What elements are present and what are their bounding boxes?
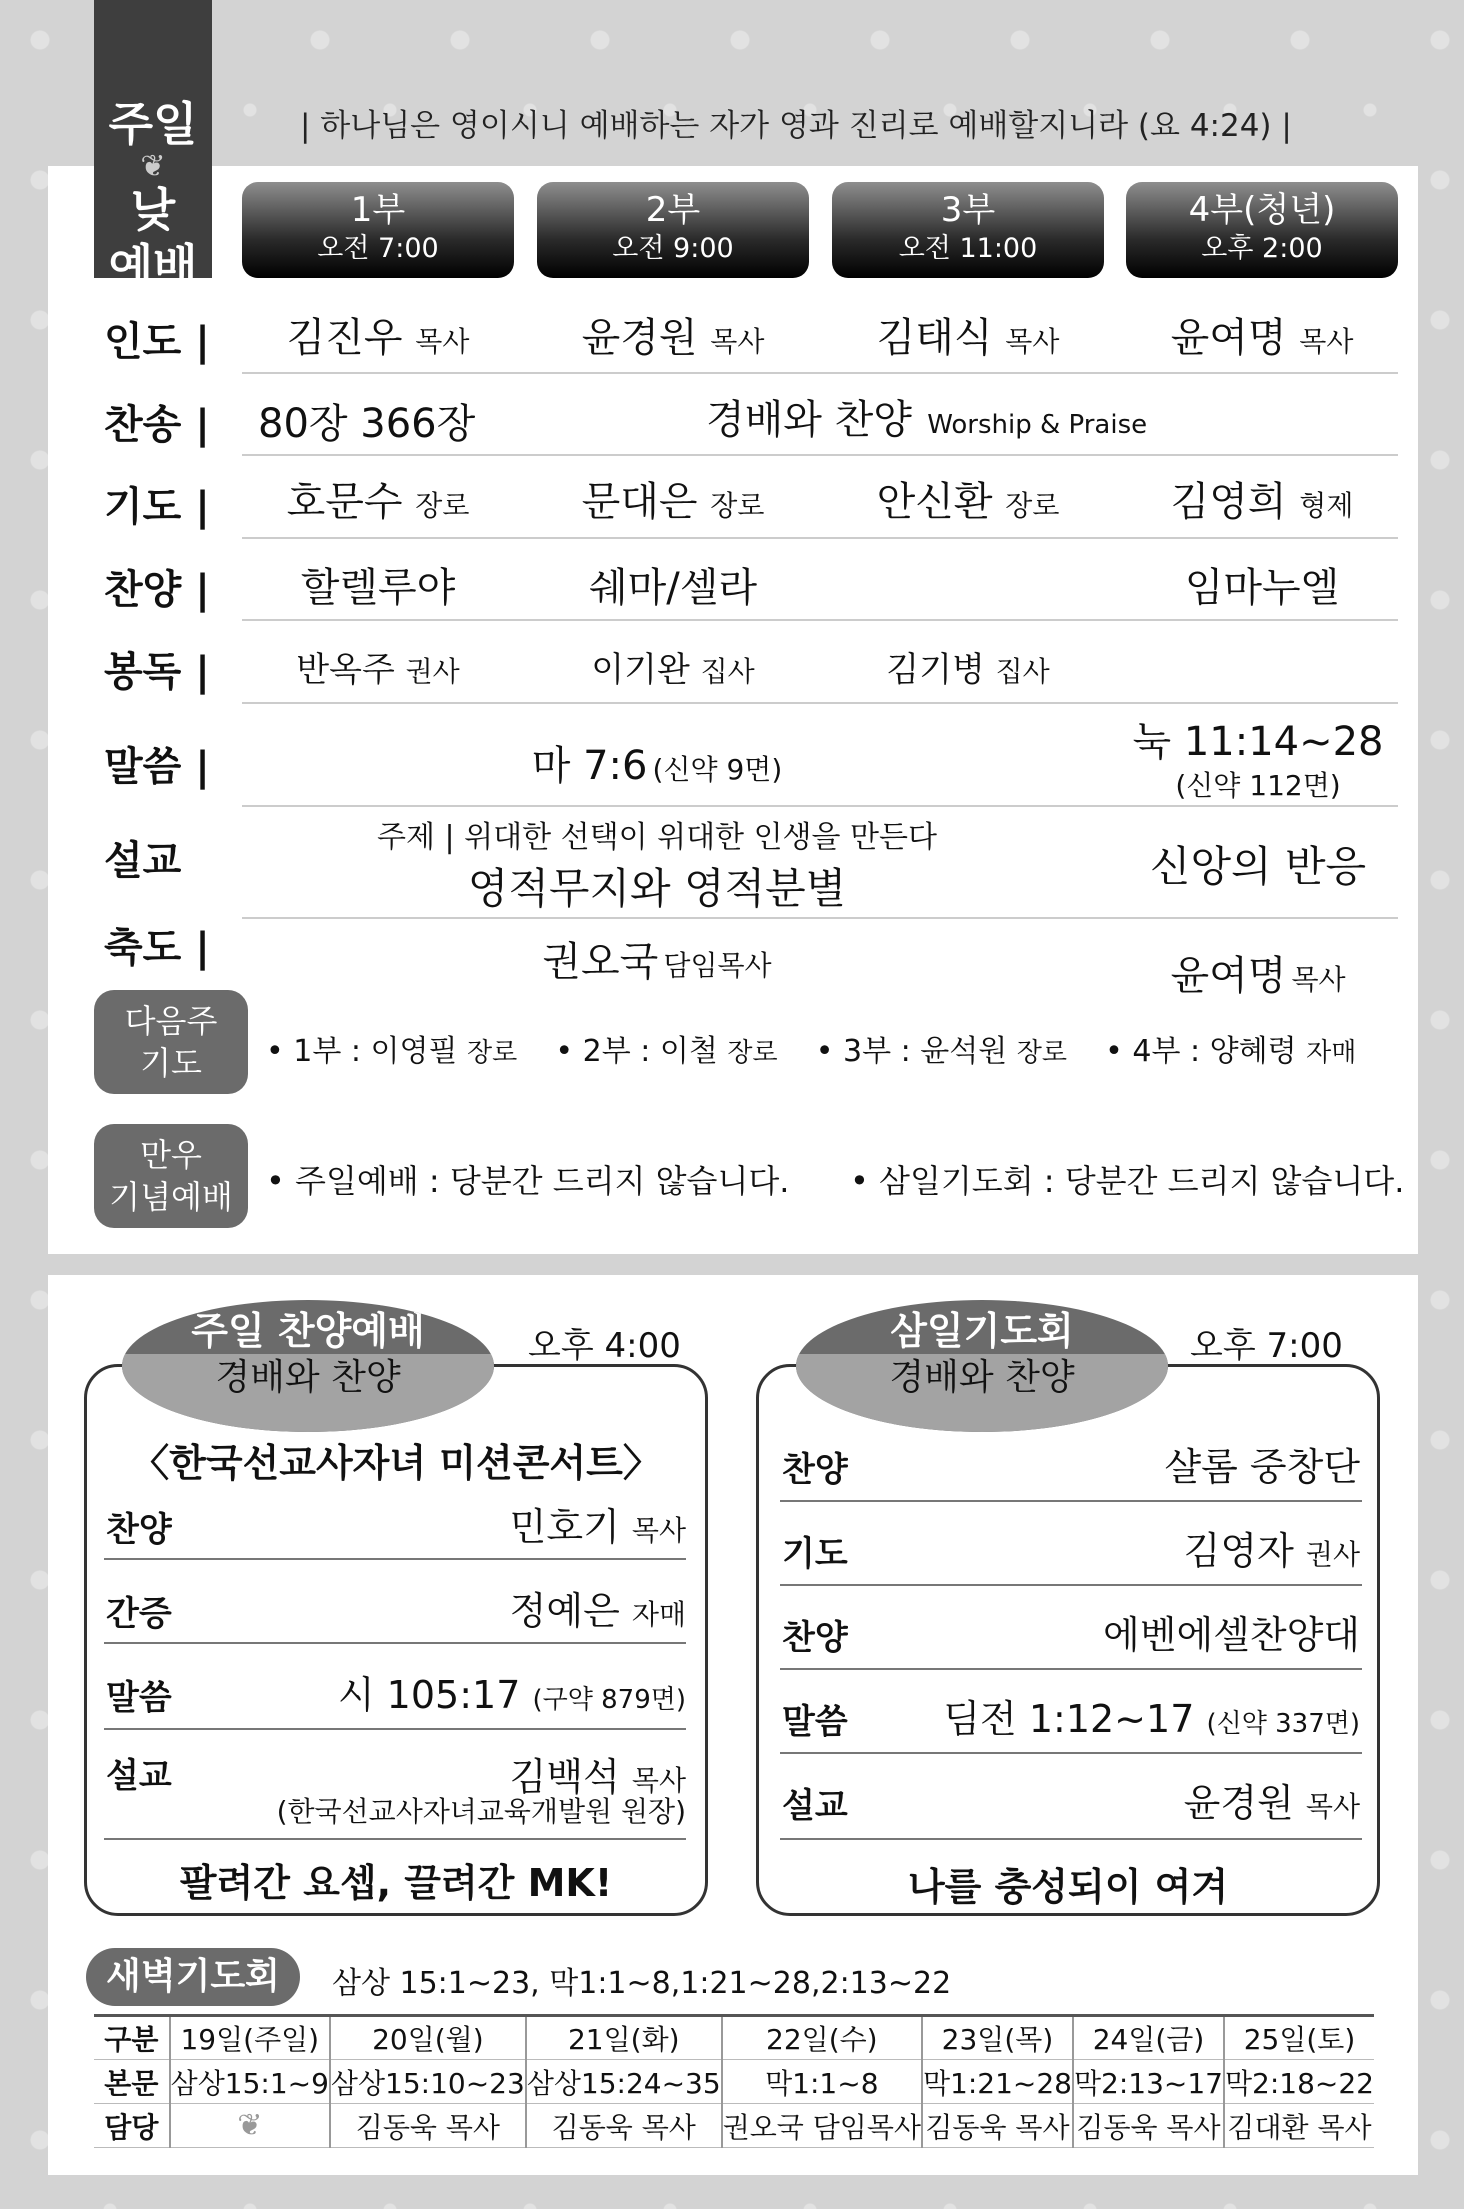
person-role: 목사 xyxy=(1005,325,1060,358)
person-role: 권사 xyxy=(1305,1538,1360,1571)
row-divider xyxy=(242,917,1398,919)
dawn-schedule-table xyxy=(94,2014,1374,2148)
row-divider xyxy=(242,619,1398,621)
row-divider xyxy=(242,454,1398,456)
person-name: 김진우 xyxy=(286,315,403,361)
hymn-center xyxy=(706,388,1147,445)
row-label-praise: 찬양 | xyxy=(104,567,210,613)
tab-title-1: 주일 xyxy=(108,97,198,151)
worship-title-en: Worship & Praise xyxy=(927,410,1148,440)
part-label: • 4부 : xyxy=(1105,1034,1210,1069)
person-name: 윤여명 xyxy=(1170,953,1287,999)
table-cell: 24일(금) xyxy=(1073,2016,1224,2060)
hymn-numbers: 80장 366장 xyxy=(258,401,476,447)
row-label-hymn: 찬송 | xyxy=(104,402,210,448)
person-name: 호문수 xyxy=(286,479,403,525)
tab-title-2: 낮 xyxy=(130,183,176,237)
person-name: 김태식 xyxy=(876,315,993,361)
row-label: 간증 xyxy=(106,1594,172,1634)
reading-cell-1 xyxy=(242,642,514,691)
person-role: 자매 xyxy=(1306,1038,1357,1068)
wednesday-subtitle: 경배와 찬양 xyxy=(796,1354,1168,1432)
group-name: 샬롬 중창단 xyxy=(1164,1445,1360,1489)
next-prayer-item xyxy=(555,1034,777,1069)
service-time: 오전 9:00 xyxy=(612,233,734,264)
row-label-sermon: 설교 xyxy=(104,838,182,884)
table-cell: 담당 xyxy=(104,2110,159,2144)
reading-cell-2 xyxy=(537,642,809,691)
table-row-text xyxy=(94,2060,1374,2104)
row-divider xyxy=(104,1642,686,1644)
wednesday-title: 삼일기도회 xyxy=(890,1309,1074,1353)
row-divider xyxy=(104,1838,686,1840)
person-name: 김백석 xyxy=(509,1755,620,1799)
sunday-praise-time: 오후 4:00 xyxy=(528,1326,681,1366)
table-cell: 삼상15:10~23 xyxy=(330,2060,526,2104)
lead-cell-1 xyxy=(242,306,514,363)
row-divider xyxy=(780,1838,1362,1840)
prayer-cell-4 xyxy=(1126,470,1398,527)
row-value xyxy=(960,1604,1360,1659)
person-role: 집사 xyxy=(995,655,1050,688)
person-name: 김영희 xyxy=(1170,479,1287,525)
table-cell: 22일(수) xyxy=(722,2016,922,2060)
person-role: 목사 xyxy=(631,1514,686,1547)
group-name: 에벤에셀찬양대 xyxy=(1103,1613,1360,1657)
word-youth-page: (신약 112면) xyxy=(1175,769,1341,802)
row-value xyxy=(960,1520,1360,1575)
pill-line: 기도 xyxy=(140,1044,202,1082)
service-name: 3부 xyxy=(940,190,996,230)
scripture-page: (신약 337면) xyxy=(1206,1709,1360,1739)
table-cell: 김동욱 목사 xyxy=(922,2104,1073,2148)
table-cell xyxy=(170,2104,330,2148)
row-divider xyxy=(242,372,1398,374)
row-divider xyxy=(104,1728,686,1730)
next-prayer-item xyxy=(816,1034,1067,1069)
leaf-icon: ❦ xyxy=(140,149,166,184)
row-label-lead: 인도 | xyxy=(104,319,210,365)
row-label: 말씀 xyxy=(106,1678,172,1718)
row-value xyxy=(960,1772,1360,1827)
sunday-praise-event: 〈한국선교사자녀 미션콘서트〉 xyxy=(131,1441,661,1485)
sunday-praise-subtitle: 경배와 찬양 xyxy=(122,1354,494,1432)
row-value xyxy=(300,1580,686,1635)
person-name: 윤경원 xyxy=(1183,1781,1294,1825)
person-role: 권사 xyxy=(405,655,460,688)
service-time: 오전 11:00 xyxy=(898,233,1038,264)
service-name: 4부(청년) xyxy=(1188,190,1336,230)
person-name: 김기병 xyxy=(886,650,985,690)
prayer-cell-1 xyxy=(242,470,514,527)
reading-cell-3 xyxy=(832,642,1104,691)
table-cell: 김동욱 목사 xyxy=(330,2104,526,2148)
row-divider xyxy=(242,702,1398,704)
service-header-2 xyxy=(537,182,809,278)
row-value xyxy=(900,1688,1360,1743)
table-cell: 구분 xyxy=(104,2023,159,2056)
person-role: 담임목사 xyxy=(663,949,772,982)
person-role: 목사 xyxy=(415,325,470,358)
table-cell: 김대환 목사 xyxy=(1224,2104,1374,2148)
scripture-page: (구약 879면) xyxy=(532,1685,686,1715)
praise-cell-2: 쉐마/셀라 xyxy=(588,565,758,611)
sunday-praise-sermon-title: 팔려간 요셉, 끌려간 MK! xyxy=(179,1861,613,1905)
service-time: 오전 7:00 xyxy=(317,233,439,264)
blessing-main xyxy=(242,930,1072,987)
table-cell: 20일(월) xyxy=(330,2016,526,2060)
table-row-leader xyxy=(94,2104,1374,2148)
leaf-icon: ❦ xyxy=(237,2108,263,2143)
person-role: 집사 xyxy=(700,655,755,688)
lead-cell-3 xyxy=(832,306,1104,363)
person-name: 정예은 xyxy=(509,1589,620,1633)
row-divider xyxy=(780,1752,1362,1754)
row-value xyxy=(300,1496,686,1551)
service-name: 1부 xyxy=(350,190,406,230)
scripture-verse: | 하나님은 영이시니 예배하는 자가 영과 진리로 예배할지니라 (요 4:24) | xyxy=(300,108,1292,144)
dawn-prayer-passage: 삼상 15:1~23, 막1:1~8,1:21~28,2:13~22 xyxy=(332,1966,952,2001)
table-cell: 23일(목) xyxy=(922,2016,1073,2060)
table-cell: 19일(주일) xyxy=(170,2016,330,2060)
table-cell: 김동욱 목사 xyxy=(526,2104,722,2148)
person-role: 목사 xyxy=(1299,325,1354,358)
person-name: 윤경원 xyxy=(581,315,698,361)
person-name: 이기완 xyxy=(591,650,690,690)
row-value xyxy=(960,1436,1360,1491)
row-divider xyxy=(780,1584,1362,1586)
scripture-ref: 마 7:6 xyxy=(531,743,648,789)
person-name: 문대은 xyxy=(581,479,698,525)
person-role: 장로 xyxy=(710,489,765,522)
prayer-cell-2 xyxy=(537,470,809,527)
table-cell: 25일(토) xyxy=(1224,2016,1374,2060)
blessing-youth xyxy=(1108,944,1408,1001)
person-name: 민호기 xyxy=(509,1505,620,1549)
row-divider xyxy=(780,1668,1362,1670)
service-time: 오후 2:00 xyxy=(1201,233,1323,264)
wednesday-sermon-title: 나를 충성되이 여겨 xyxy=(907,1865,1229,1909)
person-role: 목사 xyxy=(1291,963,1346,996)
sunday-praise-oval xyxy=(122,1300,494,1432)
person-name: 윤석원 xyxy=(920,1034,1008,1069)
part-label: • 3부 : xyxy=(815,1034,921,1069)
person-name: 안신환 xyxy=(876,479,993,525)
next-prayer-item xyxy=(266,1034,517,1069)
table-cell: 권오국 담임목사 xyxy=(722,2104,922,2148)
lead-cell-2 xyxy=(537,306,809,363)
pill-line: 기념예배 xyxy=(109,1178,233,1216)
row-label-reading: 봉독 | xyxy=(104,649,210,695)
person-role: 목사 xyxy=(1305,1790,1360,1823)
memorial-item-2: • 삼일기도회 : 당분간 드리지 않습니다. xyxy=(850,1162,1405,1200)
part-label: • 1부 : xyxy=(266,1034,371,1069)
person-name: 양혜령 xyxy=(1209,1034,1297,1069)
person-role: 자매 xyxy=(631,1598,686,1631)
person-name: 권오국 xyxy=(542,939,659,985)
person-name: 윤여명 xyxy=(1170,315,1287,361)
person-name: 이철 xyxy=(659,1034,718,1069)
sunday-morning-tab xyxy=(94,0,212,293)
scripture-page: (신약 9면) xyxy=(652,753,783,786)
row-label: 찬양 xyxy=(782,1618,848,1658)
person-role: 목사 xyxy=(710,325,765,358)
service-header-1 xyxy=(242,182,514,278)
row-label: 말씀 xyxy=(782,1702,848,1742)
person-role: 형제 xyxy=(1299,489,1354,522)
service-header-4 xyxy=(1126,182,1398,278)
row-divider xyxy=(104,1558,686,1560)
row-label-word: 말씀 | xyxy=(104,744,210,790)
service-name: 2부 xyxy=(645,190,701,230)
wednesday-time: 오후 7:00 xyxy=(1190,1326,1343,1366)
person-role: 목사 xyxy=(631,1764,686,1797)
row-value xyxy=(300,1664,686,1719)
sermon-youth-title: 신앙의 반응 xyxy=(1149,842,1367,891)
pill-line: 다음주 xyxy=(124,1002,218,1040)
person-role: 장로 xyxy=(1016,1038,1067,1068)
table-cell: 막2:18~22 xyxy=(1224,2060,1374,2104)
row-label: 설교 xyxy=(782,1786,848,1826)
person-name: 이영필 xyxy=(370,1034,458,1069)
word-main xyxy=(242,734,1072,791)
scripture-ref: 딤전 1:12~17 xyxy=(943,1697,1195,1741)
dawn-prayer-label: 새벽기도회 xyxy=(86,1948,300,2006)
lead-cell-4 xyxy=(1126,306,1398,363)
table-cell: 삼상15:1~9 xyxy=(170,2060,330,2104)
person-name: 반옥주 xyxy=(296,650,395,690)
praise-cell-1: 할렐루야 xyxy=(300,565,456,611)
row-label-blessing: 축도 | xyxy=(104,925,210,971)
table-cell: 21일(화) xyxy=(526,2016,722,2060)
row-divider xyxy=(242,537,1398,539)
memorial-item-1: • 주일예배 : 당분간 드리지 않습니다. xyxy=(266,1162,790,1200)
table-cell: 막1:1~8 xyxy=(722,2060,922,2104)
next-prayer-list xyxy=(266,1026,1356,1070)
praise-cell-4: 임마누엘 xyxy=(1184,565,1340,611)
row-divider xyxy=(780,1500,1362,1502)
next-prayer-label xyxy=(94,990,248,1094)
prayer-cell-3 xyxy=(832,470,1104,527)
table-cell: 본문 xyxy=(104,2066,159,2100)
table-cell: 막1:21~28 xyxy=(922,2060,1073,2104)
wednesday-oval xyxy=(796,1300,1168,1432)
sermon-title: 영적무지와 영적분별 xyxy=(467,864,847,913)
sermon-theme: 주제 | 위대한 선택이 위대한 인생을 만든다 xyxy=(377,820,937,855)
service-header-3 xyxy=(832,182,1104,278)
row-divider xyxy=(242,805,1398,807)
person-name: 김영자 xyxy=(1183,1529,1294,1573)
sunday-praise-title: 주일 찬양예배 xyxy=(191,1309,425,1353)
word-youth: 눅 11:14~28 xyxy=(1132,719,1384,765)
person-role: 장로 xyxy=(1005,489,1060,522)
next-prayer-item xyxy=(1105,1034,1356,1069)
person-role: 장로 xyxy=(415,489,470,522)
table-cell: 김동욱 목사 xyxy=(1073,2104,1224,2148)
worship-title: 경배와 찬양 xyxy=(706,397,912,443)
row-label-prayer: 기도 | xyxy=(104,484,210,530)
table-cell: 막2:13~17 xyxy=(1073,2060,1224,2104)
row-label: 찬양 xyxy=(782,1450,848,1490)
pill-line: 만우 xyxy=(140,1136,202,1174)
row-label: 찬양 xyxy=(106,1510,172,1550)
row-label: 설교 xyxy=(106,1756,172,1796)
part-label: • 2부 : xyxy=(555,1034,660,1069)
memorial-label xyxy=(94,1124,248,1228)
person-role: 장로 xyxy=(466,1038,518,1068)
person-role: 장로 xyxy=(727,1038,778,1068)
row-label: 기도 xyxy=(782,1534,848,1574)
table-row-header xyxy=(94,2016,1374,2060)
scripture-ref: 시 105:17 xyxy=(337,1673,521,1717)
table-cell: 삼상15:24~35 xyxy=(526,2060,722,2104)
tab-title-3: 예배 xyxy=(108,239,198,293)
speaker-affiliation: (한국선교사자녀교육개발원 원장) xyxy=(276,1795,686,1828)
